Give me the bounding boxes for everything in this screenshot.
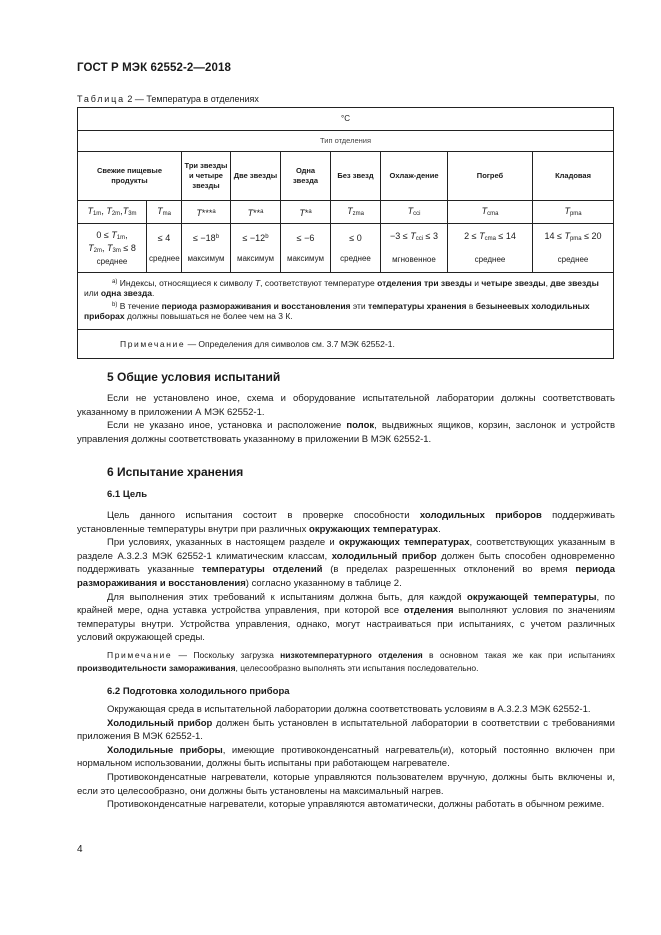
value-pma: $14 \le T_{pma} \le 20$ среднее — [533, 224, 614, 273]
symbol-cma: $T_{cma}$ — [448, 201, 533, 224]
table-note: Примечание — Определения для символов см. 3.7 МЭК 62552-1. — [78, 330, 614, 359]
symbol-one-star: T*$^a$ — [281, 201, 331, 224]
section-6-2-paragraph-2: Холодильный прибор должен быть установлен в испытательной лаборатории в соответствии с требованиями приложения В МЭК 62552-1. — [77, 717, 615, 743]
value-cma: $2 \le T_{cma} \le 14$ среднее — [448, 224, 533, 273]
header-two-star: Две звезды — [231, 152, 281, 201]
value-three-star: ≤ $-18^b$ максимум — [182, 224, 231, 273]
table-caption: Таблица 2 — Температура в отделениях — [77, 94, 259, 104]
header-fresh: Свежие пищевые продукты — [78, 152, 182, 201]
header-pantry: Кладовая — [533, 152, 614, 201]
section-6-2-paragraph-4: Противоконденсатные нагреватели, которые управляются пользователем вручную, должны быть включены и, если это целесообразно, они должны быть установлены на максимальный нагрев. — [77, 771, 615, 797]
section-6-1-title: 6.1 Цель — [107, 489, 148, 500]
section-5-title: 5 Общие условия испытаний — [107, 370, 281, 384]
header-zero-star: Без звезд — [331, 152, 381, 201]
header-three-four-star: Три звезды и четыре звезды — [182, 152, 231, 201]
section-6-1-note: Примечание — Поскольку загрузка низкотемпературного отделения в основном такая же как при испытаниях производительности замораживания, целесообразно выполнять эти испытания последовательно. — [77, 650, 615, 673]
symbol-pma: $T_{pma}$ — [533, 201, 614, 224]
standard-header: ГОСТ Р МЭК 62552-2—2018 — [77, 62, 231, 74]
temperature-table — [77, 107, 614, 359]
header-chill: Охлаж-дение — [381, 152, 448, 201]
symbol-ma: $T_{ma}$ — [147, 201, 182, 224]
compartment-type-cell: Тип отделения — [78, 131, 614, 152]
unit-cell: °C — [78, 108, 614, 131]
symbol-two-star: T**$^a$ — [231, 201, 281, 224]
section-5-paragraph-2: Если не указано иное, установка и расположение полок, выдвижных ящиков, корзин, заслонок и устройств управления должны соответствовать указанному в приложении В МЭК 62552-1. — [77, 420, 615, 445]
symbol-fresh: $T_{1m}$, $T_{2m},T_{3m}$ — [78, 201, 147, 224]
footnote-a: $^{a)}$ Индексы, относящиеся к символу T, соответствуют температуре отделения три звезды и четыре звезды, две звезды или одна звезда. — [84, 278, 599, 298]
section-6-2-title: 6.2 Подготовка холодильного прибора — [107, 686, 290, 697]
header-cellar: Погреб — [448, 152, 533, 201]
section-6-2-paragraph-1: Окружающая среда в испытательной лаборатории должна соответствовать условиям в А.3.2.3 МЭК 62552-1. — [107, 704, 591, 715]
symbol-zma: $T_{zma}$ — [331, 201, 381, 224]
value-two-star: ≤ $-12^b$ максимум — [231, 224, 281, 273]
section-6-1-paragraph-2: При условиях, указанных в настоящем разделе и окружающих температурах, соответствующих указанным в разделе А.3.2.3 МЭК 62552-1 климатическим классам, холодильный прибор должен быть способен одновременно поддерживать указанные температуры отделений (в пределах разрешенных отклонений во время периода размораживания и восстановления) согласно указанному в таблице 2. — [77, 537, 616, 589]
value-zma: ≤ 0 среднее — [331, 224, 381, 273]
value-fresh: $0 \le T_{1m}$, $T_{2m}$, $T_{3m} \le 8$ среднее — [78, 224, 147, 273]
section-5-paragraph-1: Если не установлено иное, схема и оборудование испытательной лаборатории должны соответствовать указанному в приложении А МЭК 62552-1. — [77, 393, 615, 418]
symbol-cci: $T_{cci}$ — [381, 201, 448, 224]
footnote-b: $^{b)}$ В течение периода размораживания и восстановления эти температуры хранения в безынеевых холодильных приборах должны повышаться не более чем на 3 К. — [84, 301, 590, 321]
value-one-star: ≤ −6 максимум — [281, 224, 331, 273]
value-cci: $-3 \le T_{cci} \le 3$ мгновенное — [381, 224, 448, 273]
section-6-2-body — [77, 703, 615, 812]
value-ma: ≤ 4 среднее — [147, 224, 182, 273]
page-number: 4 — [77, 844, 83, 855]
table-footnotes — [78, 273, 614, 330]
symbol-three-star: T***$^a$ — [182, 201, 231, 224]
mode-fresh: среднее — [96, 256, 128, 266]
section-6-1-body — [77, 509, 615, 645]
header-one-star: Одна звезда — [281, 152, 331, 201]
section-6-2-paragraph-5: Противоконденсатные нагреватели, которые управляются автоматически, должны работать в обычном режиме. — [107, 799, 605, 811]
section-6-title: 6 Испытание хранения — [107, 465, 244, 479]
section-6-1-paragraph-1: Цель данного испытания состоит в проверке способности холодильных приборов поддерживать установленные температуры внутри при различных окружающих температурах. — [77, 510, 615, 535]
section-6-2-paragraph-3: Холодильные приборы, имеющие противоконденсатный нагреватель(и), который постоянно включен при нормальном использовании, должны быть испытаны при работающем нагревателе. — [77, 744, 615, 770]
section-6-1-paragraph-3: Для выполнения этих требований к испытаниям должна быть, для каждой окружающей температуры, по крайней мере, одна уставка устройства управления, при которой все отделения выполняют условия по значениям температуры внутри. Устройства управления, однако, могут настраиваться при испытаниях, с учетом различных условий окружающей среды. — [77, 591, 616, 644]
section-5-body — [77, 392, 615, 446]
